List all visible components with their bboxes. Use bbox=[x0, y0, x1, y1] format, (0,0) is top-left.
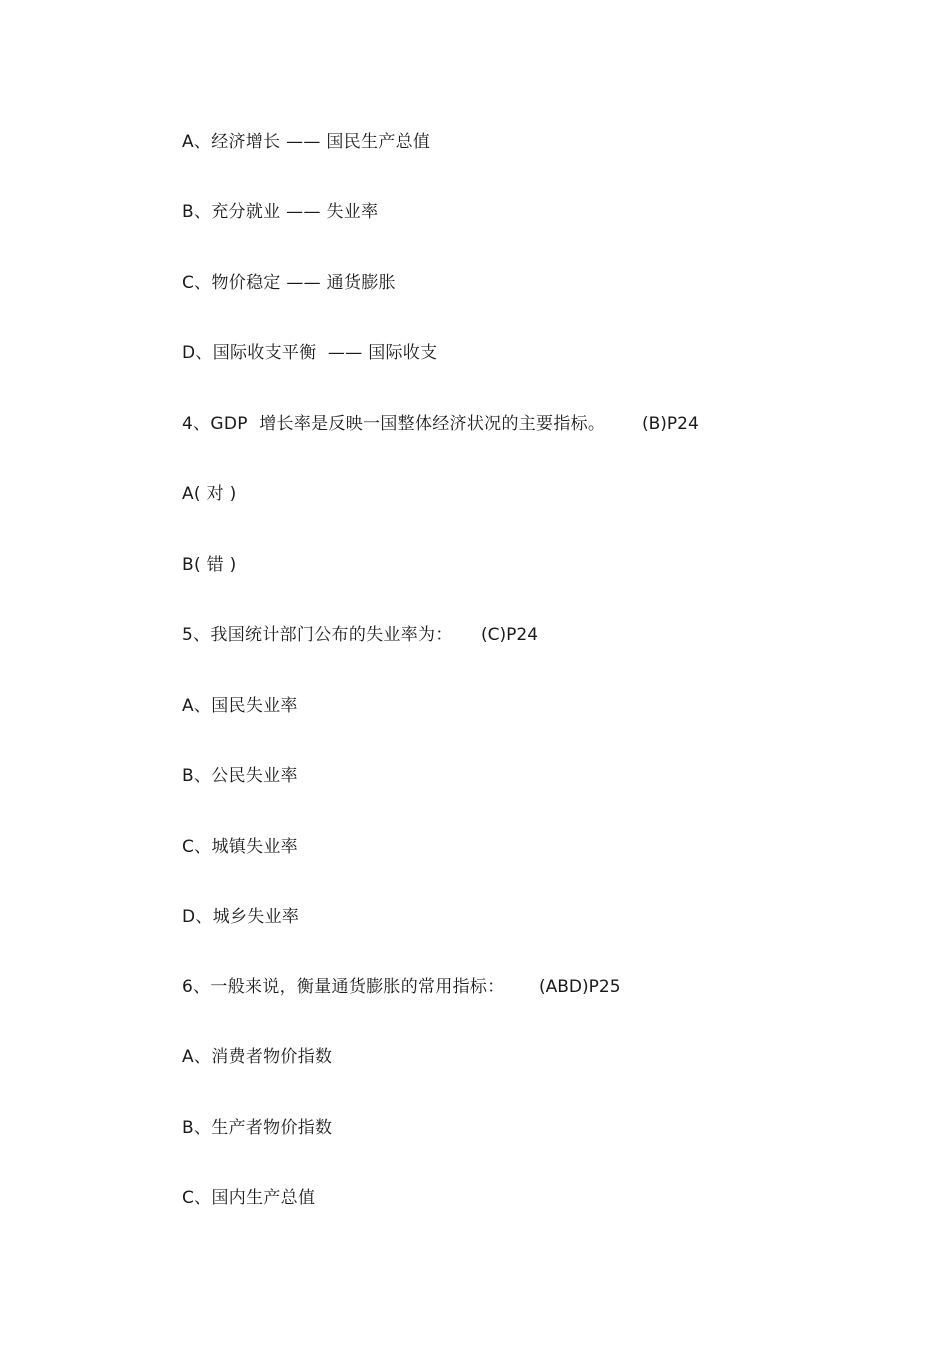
q5-option-b: B、公民失业率 bbox=[182, 766, 298, 786]
option-b-full-employment: B、充分就业 —— 失业率 bbox=[182, 202, 379, 222]
question-4-answer: (B)P24 bbox=[642, 414, 699, 434]
q6-option-c: C、国内生产总值 bbox=[182, 1188, 316, 1208]
question-5-answer: (C)P24 bbox=[481, 625, 539, 645]
option-d-balance-of-payments: D、国际收支平衡 —— 国际收支 bbox=[182, 343, 438, 363]
question-6: 6、一般来说，衡量通货膨胀的常用指标： bbox=[182, 977, 505, 997]
q4-option-a: A( 对 ) bbox=[182, 484, 237, 504]
question-6-answer: (ABD)P25 bbox=[539, 977, 621, 997]
option-c-price-stability: C、物价稳定 —— 通货膨胀 bbox=[182, 273, 396, 293]
q4-option-b: B( 错 ) bbox=[182, 555, 237, 575]
q5-option-c: C、城镇失业率 bbox=[182, 837, 298, 857]
q6-option-a: A、消费者物价指数 bbox=[182, 1047, 333, 1067]
question-4: 4、GDP 增长率是反映一国整体经济状况的主要指标。 bbox=[182, 414, 606, 434]
q5-option-d: D、城乡失业率 bbox=[182, 907, 300, 927]
question-5: 5、我国统计部门公布的失业率为： bbox=[182, 625, 453, 645]
option-a-economic-growth: A、经济增长 —— 国民生产总值 bbox=[182, 132, 431, 152]
q6-option-b: B、生产者物价指数 bbox=[182, 1118, 333, 1138]
q5-option-a: A、国民失业率 bbox=[182, 696, 298, 716]
